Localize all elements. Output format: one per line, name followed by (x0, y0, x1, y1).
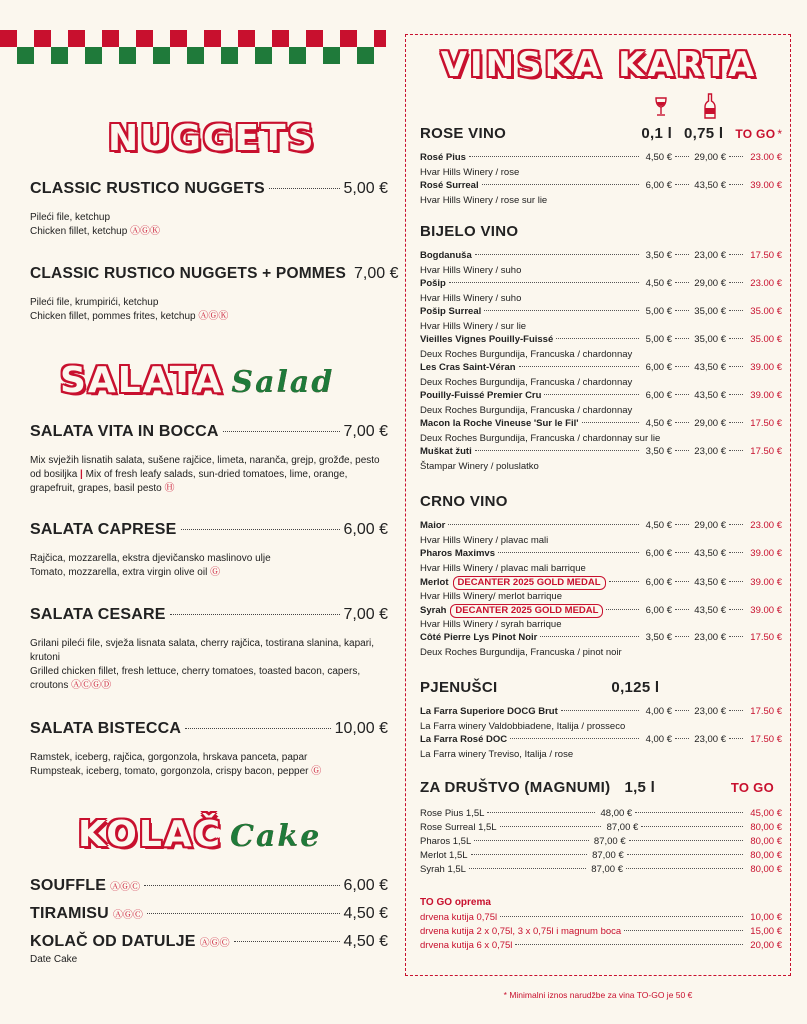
wine-origin: Hvar Hills Winery / rose (420, 167, 520, 178)
col-glass: 0,125 l (611, 679, 660, 696)
allergen-icons: Ⓖ (311, 766, 322, 777)
item-name: KOLAČ OD DATULJE (30, 933, 196, 950)
wine-row (420, 334, 782, 348)
wine-origin: Deux Roches Burgundija, Francuska / pinot noir (420, 647, 622, 658)
item-desc-hr: Ramstek, iceberg, rajčica, gorgonzola, hrskava panceta, papar (30, 752, 308, 763)
price-bottle: 43,50 € (694, 548, 726, 559)
item-name: CLASSIC RUSTICO NUGGETS + POMMES (30, 265, 346, 282)
menu-item (30, 933, 388, 967)
wine-row (420, 604, 782, 618)
price-togo: 23.00 € (750, 520, 782, 531)
price-bottle: 29,00 € (694, 278, 726, 289)
award-badge: DECANTER 2025 GOLD MEDAL (453, 576, 606, 590)
item-price: 6,00 € (343, 521, 388, 538)
wine-name: Rosé Surreal (420, 180, 479, 191)
wine-origin: Hvar Hills Winery / sur lie (420, 321, 527, 332)
wine-name: Pošip Surreal (420, 306, 482, 317)
price-bottle: 29,00 € (694, 520, 726, 531)
togo-item-price: 10,00 € (750, 912, 782, 923)
item-desc-en: Chicken fillet, pommes frites, ketchup (30, 311, 196, 322)
price-bottle: 29,00 € (694, 418, 726, 429)
section-title: PJENUŠCI (420, 679, 498, 696)
item-desc-en: Tomato, mozzarella, extra virgin olive oil (30, 567, 208, 578)
togo-item-name: drvena kutija 0,75l (420, 912, 498, 923)
item-name: TIRAMISU (30, 905, 109, 922)
wine-row (420, 180, 782, 194)
wine-name: Rose Surreal 1,5L (420, 822, 497, 833)
magnum-row (420, 836, 782, 850)
item-desc-hr: Rajčica, mozzarella, ekstra djevičansko maslinovo ulje (30, 553, 271, 564)
wine-origin: Hvar Hills Winery / rose sur lie (420, 195, 548, 206)
section-title: ZA DRUŠTVO (MAGNUMI) (420, 779, 611, 796)
wine-origin: Hvar Hills Winery / plavac mali (420, 535, 549, 546)
wine-list-title: VINSKA KARTA (440, 45, 758, 85)
price-togo: 39.00 € (750, 390, 782, 401)
wine-name: Les Cras Saint-Véran (420, 362, 516, 373)
item-name: SALATA CAPRESE (30, 521, 177, 538)
item-price: 5,00 € (343, 180, 388, 197)
wine-row (420, 278, 782, 292)
wine-name: Pharos Maximvs (420, 548, 495, 559)
wine-name: La Farra Superiore DOCG Brut (420, 706, 558, 717)
price-glass: 5,00 € (645, 306, 672, 317)
price-togo: 17.50 € (750, 446, 782, 457)
togo-item-price: 20,00 € (750, 940, 782, 951)
allergen-icons: ⒶⒼⒸ (199, 938, 230, 949)
wine-row (420, 706, 782, 720)
allergen-icons: Ⓗ (164, 483, 175, 494)
item-desc-hr: Pileći file, krumpirići, ketchup (30, 297, 159, 308)
section-title: TO GO oprema (420, 897, 491, 908)
col-togo: TO GO (730, 780, 774, 795)
item-desc-en: Grilled chicken fillet, fresh lettuce, cherry tomatoes, toasted bacon, capers, croutons (30, 666, 361, 691)
magnumi-section (420, 779, 782, 878)
item-desc-en: Chicken fillet, ketchup (30, 226, 128, 237)
price-glass: 6,00 € (645, 390, 672, 401)
price-togo: 35.00 € (750, 306, 782, 317)
price-bottle: 35,00 € (694, 334, 726, 345)
price-bottle: 23,00 € (694, 446, 726, 457)
price-togo: 39.00 € (750, 577, 782, 588)
allergen-icons: ⒶⒼⓀ (198, 311, 229, 322)
item-name: SOUFFLE (30, 877, 107, 894)
wine-row (420, 632, 782, 646)
price-bottle: 23,00 € (694, 632, 726, 643)
price-glass: 4,00 € (645, 706, 672, 717)
price-togo: 17.50 € (750, 418, 782, 429)
wine-origin: Deux Roches Burgundija, Francuska / chardonnay (420, 377, 633, 388)
price-bottle: 43,50 € (694, 390, 726, 401)
wine-name: Côté Pierre Lys Pinot Noir (420, 632, 538, 643)
wine-bottle-icon (704, 93, 716, 119)
wine-row (420, 306, 782, 320)
wine-row (420, 734, 782, 748)
item-desc-hr: Mix svježih lisnatih salata, sušene rajčice, limeta, naranča, grejp, grožđe, pesto od bosiljka (30, 455, 380, 480)
price-glass: 3,50 € (645, 250, 672, 261)
price-glass: 3,50 € (645, 632, 672, 643)
wine-row (420, 362, 782, 376)
item-name: SALATA CESARE (30, 606, 166, 623)
price-glass: 4,50 € (645, 278, 672, 289)
magnum-row (420, 822, 782, 836)
wine-name: Vieilles Vignes Pouilly-Fuissé (420, 334, 554, 345)
wine-origin: Deux Roches Burgundija, Francuska / chardonnay sur lie (420, 433, 661, 444)
item-price: 4,50 € (343, 933, 388, 950)
price-bottle: 43,50 € (694, 180, 726, 191)
togo-row (420, 940, 782, 954)
price-glass: 6,00 € (645, 577, 672, 588)
wine-row (420, 152, 782, 166)
togo-item-price: 15,00 € (750, 926, 782, 937)
wine-name: Bogdanuša (420, 250, 472, 261)
cake-script: Cake (230, 819, 322, 854)
price-bottle: 43,50 € (694, 577, 726, 588)
price-togo: 23.00 € (750, 152, 782, 163)
price-bottle: 43,50 € (694, 605, 726, 616)
price-bottle: 23,00 € (694, 706, 726, 717)
wine-origin: Hvar Hills Winery/ merlot barrique (420, 591, 563, 602)
wine-name: Pošip (420, 278, 446, 289)
price-bottle: 43,50 € (694, 362, 726, 373)
kolac-heading: KOLAČ Cake (78, 814, 322, 855)
wine-name: Merlot 1,5L (420, 850, 468, 861)
col-glass: 0,1 l (641, 125, 673, 142)
wine-name: Merlot (420, 577, 449, 588)
award-badge: DECANTER 2025 GOLD MEDAL (450, 604, 603, 618)
wine-row (420, 390, 782, 404)
price-bottle: 35,00 € (694, 306, 726, 317)
menu-item (30, 265, 399, 324)
price-bottle: 87,00 € (592, 850, 624, 861)
wine-row (420, 520, 782, 534)
wine-name: Rosé Pius (420, 152, 466, 163)
section-title: ROSE VINO (420, 125, 507, 142)
footnote-mark: * (777, 127, 782, 141)
wine-row (420, 418, 782, 432)
wine-name: Muškat žuti (420, 446, 472, 457)
menu-item (30, 180, 388, 239)
price-glass: 6,00 € (645, 548, 672, 559)
rose-section (420, 125, 782, 208)
menu-item (30, 905, 388, 923)
allergen-icons: Ⓖ (210, 567, 221, 578)
wine-list-box (405, 34, 791, 976)
wine-origin: Deux Roches Burgundija, Francuska / chardonnay (420, 349, 633, 360)
menu-item (30, 423, 388, 496)
price-glass: 4,50 € (645, 152, 672, 163)
wine-origin: Hvar Hills Winery / syrah barrique (420, 619, 562, 630)
price-bottle: 87,00 € (593, 836, 626, 847)
wine-origin: Hvar Hills Winery / plavac mali barrique (420, 563, 586, 574)
price-bottle: 87,00 € (591, 864, 623, 875)
wine-name: Pouilly-Fuissé Premier Cru (420, 390, 542, 401)
wine-row (420, 446, 782, 460)
item-price: 10,00 € (334, 720, 388, 737)
price-togo: 17.50 € (750, 250, 782, 261)
wine-name: Pharos 1,5L (420, 836, 472, 847)
price-togo: 80,00 € (750, 836, 783, 847)
price-glass: 6,00 € (645, 605, 672, 616)
price-togo: 39.00 € (750, 605, 782, 616)
item-price: 6,00 € (343, 877, 388, 894)
item-desc-hr: Grilani pileći file, svježa lisnata salata, cherry rajčica, tostirana slanina, kapari, krutoni (30, 638, 375, 663)
crno-section (420, 493, 782, 660)
col-togo: TO GO (735, 127, 776, 141)
wine-glass-icon (654, 97, 668, 117)
magnum-row (420, 864, 782, 878)
wine-origin: La Farra winery Valdobbiadene, Italija / prosseco (420, 721, 626, 732)
wine-origin: Hvar Hills Winery / suho (420, 293, 522, 304)
price-bottle: 29,00 € (694, 152, 726, 163)
menu-item (30, 720, 388, 779)
allergen-icons: ⒶⒼⒸ (110, 882, 141, 893)
price-togo: 39.00 € (750, 180, 782, 191)
col-bottle: 1,5 l (624, 779, 656, 796)
salata-heading: SALATA Salad (60, 360, 335, 401)
price-togo: 45,00 € (750, 808, 782, 819)
price-togo: 23.00 € (750, 278, 782, 289)
price-glass: 5,00 € (645, 334, 672, 345)
wine-origin: Deux Roches Burgundija, Francuska / chardonnay (420, 405, 633, 416)
item-name: CLASSIC RUSTICO NUGGETS (30, 180, 265, 197)
price-togo: 80,00 € (750, 850, 782, 861)
separator: | (80, 469, 83, 480)
item-desc-en: Mix of fresh leafy salads, sun-dried tomatoes, lime, orange, grapefruit, grapes, basil pesto (30, 469, 348, 494)
item-name: SALATA BISTECCA (30, 720, 182, 737)
allergen-icons: ⒶⒸⒼⒹ (71, 680, 112, 691)
price-glass: 6,00 € (645, 180, 672, 191)
wine-name: Macon la Roche Vineuse 'Sur le Fil' (420, 418, 579, 429)
wine-name: La Farra Rosé DOC (420, 734, 508, 745)
wine-name: Rose Pius 1,5L (420, 808, 485, 819)
togo-item-name: drvena kutija 2 x 0,75l, 3 x 0,75l i magnum boca (420, 926, 622, 937)
wine-name: Syrah 1,5L (420, 864, 466, 875)
wine-origin: Hvar Hills Winery / suho (420, 265, 522, 276)
allergen-icons: ⒶⒼⒸ (112, 910, 143, 921)
price-togo: 17.50 € (750, 632, 782, 643)
price-glass: 4,50 € (645, 520, 672, 531)
togo-row (420, 926, 782, 940)
price-togo: 39.00 € (750, 362, 782, 373)
footnote: * Minimalni iznos narudžbe za vina TO-GO je 50 € (503, 990, 693, 1000)
price-togo: 17.50 € (750, 706, 782, 717)
price-glass: 4,00 € (645, 734, 672, 745)
wine-name: Maior (420, 520, 446, 531)
section-title: BIJELO VINO (420, 223, 519, 240)
price-togo: 80,00 € (750, 822, 783, 833)
menu-item (30, 606, 388, 693)
nuggets-heading: NUGGETS (108, 118, 316, 159)
item-price: 7,00 € (354, 265, 399, 282)
magnum-row (420, 850, 782, 864)
item-name: SALATA VITA IN BOCCA (30, 423, 219, 440)
wine-origin: Štampar Winery / poluslatko (420, 461, 539, 472)
checker-pattern-bottom (0, 47, 386, 64)
price-glass: 6,00 € (645, 362, 672, 373)
menu-item (30, 521, 388, 580)
pjenusci-section (420, 679, 782, 762)
item-desc-en: Rumpsteak, iceberg, tomato, gorgonzola, crispy bacon, pepper (30, 766, 309, 777)
bijelo-section (420, 223, 782, 474)
togo-section (420, 897, 782, 954)
price-glass: 3,50 € (645, 446, 672, 457)
checker-pattern-top (0, 30, 386, 47)
price-togo: 39.00 € (750, 548, 782, 559)
wine-row (420, 576, 782, 590)
price-bottle: 23,00 € (694, 734, 726, 745)
item-price: 7,00 € (343, 423, 388, 440)
price-glass: 4,50 € (645, 418, 672, 429)
price-bottle: 48,00 € (600, 808, 633, 819)
price-togo: 35.00 € (750, 334, 782, 345)
wine-origin: La Farra winery Treviso, Italija / rose (420, 749, 574, 760)
section-title: CRNO VINO (420, 493, 508, 510)
wine-row (420, 548, 782, 562)
price-bottle: 87,00 € (606, 822, 639, 833)
price-bottle: 23,00 € (694, 250, 726, 261)
allergen-icons: ⒶⒼⓀ (130, 226, 161, 237)
price-togo: 17.50 € (750, 734, 782, 745)
wine-row (420, 250, 782, 264)
togo-item-name: drvena kutija 6 x 0,75l (420, 940, 513, 951)
price-togo: 80,00 € (750, 864, 783, 875)
col-bottle: 0,75 l (684, 125, 724, 142)
wine-name: Syrah (420, 605, 447, 616)
item-price: 7,00 € (343, 606, 388, 623)
salad-script: Salad (231, 365, 335, 400)
item-desc-hr: Pileći file, ketchup (30, 212, 111, 223)
item-price: 4,50 € (343, 905, 388, 922)
menu-item (30, 877, 388, 895)
togo-row (420, 912, 782, 926)
magnum-row (420, 808, 782, 822)
item-desc-en: Date Cake (30, 954, 78, 965)
